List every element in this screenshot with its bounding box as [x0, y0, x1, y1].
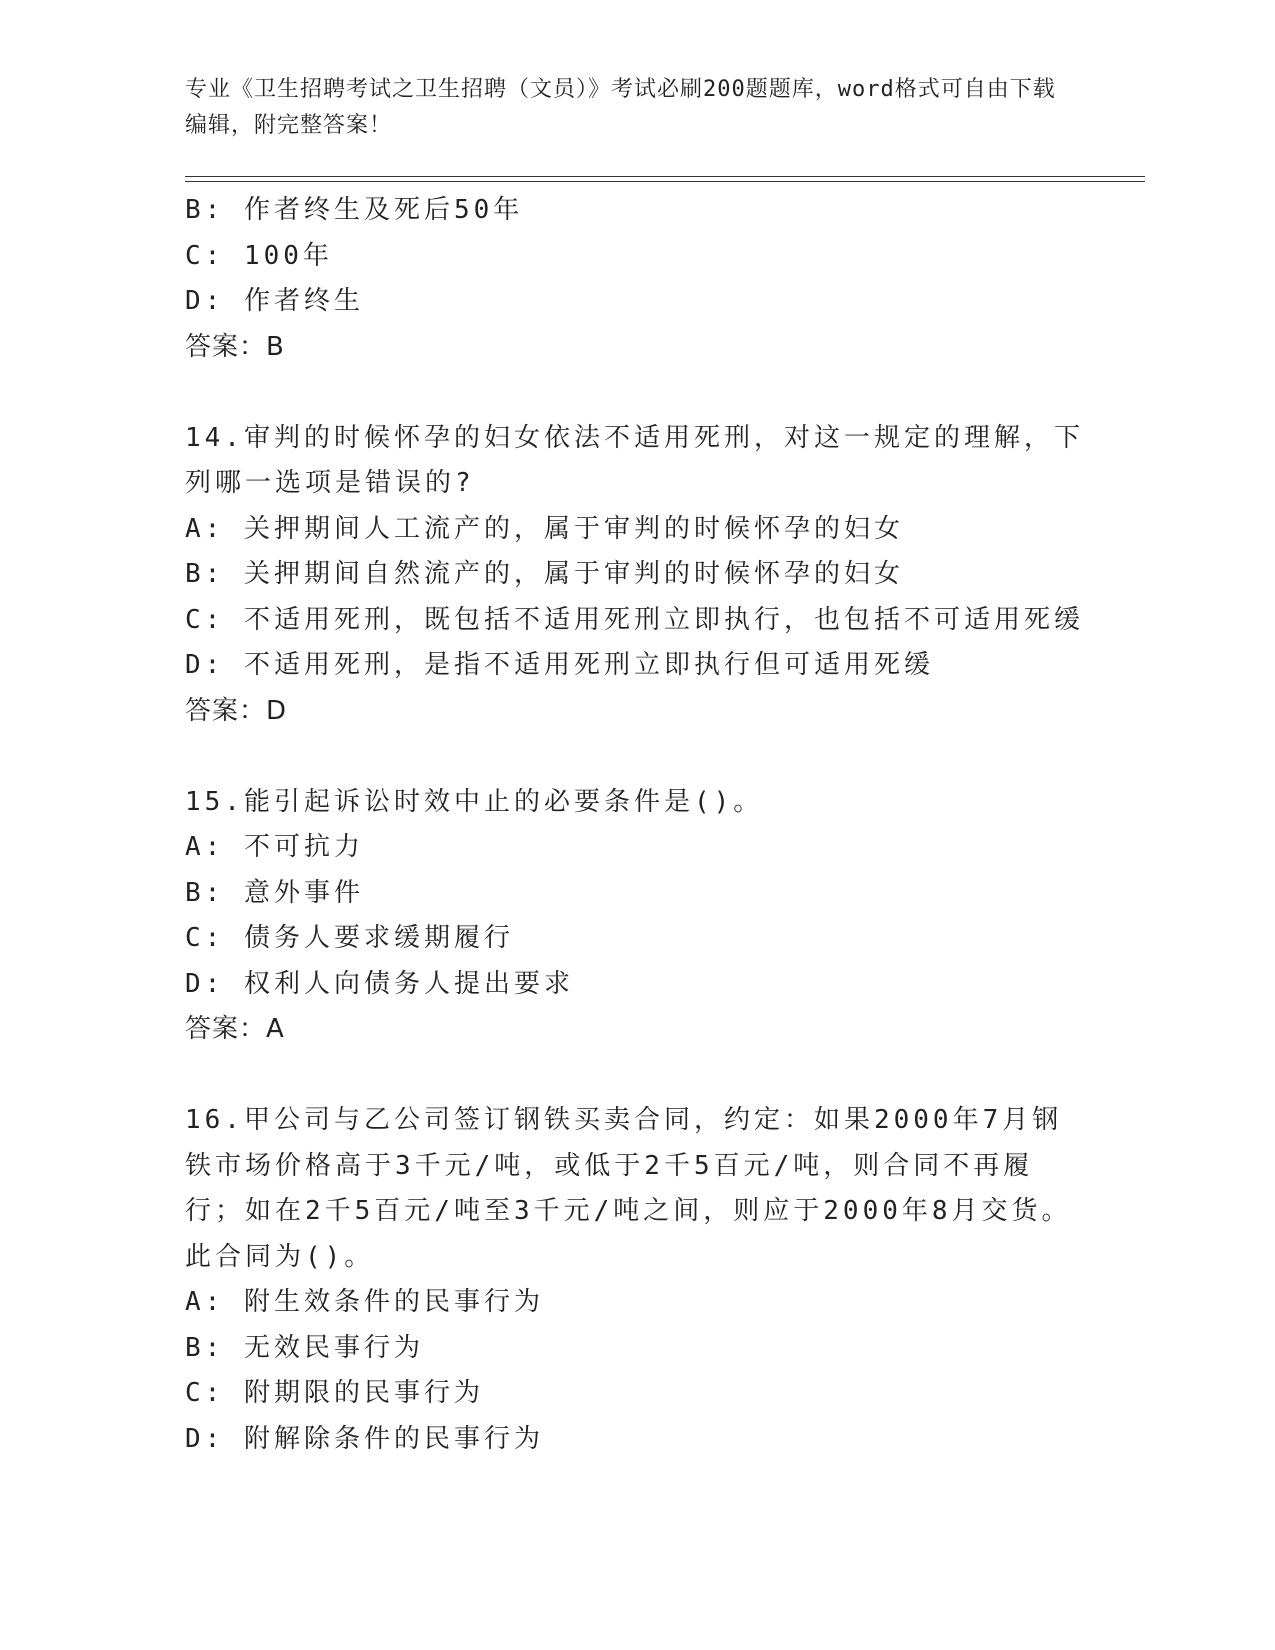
- spacer: [185, 734, 1085, 780]
- question-list: [185, 188, 1085, 1462]
- header-divider-bottom: [185, 181, 1145, 182]
- question-text: 16.甲公司与乙公司签订钢铁买卖合同，约定：如果2000年7月钢铁市场价格高于3千元/吨，或低于2千5百元/吨，则合同不再履行；如在2千5百元/吨至3千元/吨之间，则应于2000年8月交货。此合同为()。: [185, 1105, 1072, 1272]
- header-divider-top: [185, 176, 1145, 177]
- option-b: B: 关押期间自然流产的，属于审判的时候怀孕的妇女: [185, 559, 904, 589]
- question-text: 15.能引起诉讼时效中止的必要条件是()。: [185, 786, 764, 817]
- answer: 答案：D: [185, 695, 288, 726]
- option-a: A: 附生效条件的民事行为: [185, 1287, 544, 1317]
- option-d: D: 不适用死刑，是指不适用死刑立即执行但可适用死缓: [185, 650, 934, 680]
- question-14: [185, 416, 1085, 735]
- option-b: B: 作者终生及死后50年: [185, 195, 524, 225]
- answer: 答案：B: [185, 331, 285, 362]
- option-c: C: 附期限的民事行为: [185, 1378, 484, 1408]
- option-c: C: 不适用死刑，既包括不适用死刑立即执行，也包括不可适用死缓: [185, 604, 1084, 635]
- question-16: [185, 1098, 1085, 1462]
- option-d: D: 作者终生: [185, 286, 364, 316]
- option-a: A: 不可抗力: [185, 832, 364, 862]
- page-header: 专业《卫生招聘考试之卫生招聘（文员）》考试必刷200题题库，word格式可自由下载编辑，附完整答案！: [185, 77, 1056, 138]
- option-d: D: 权利人向债务人提出要求: [185, 968, 574, 999]
- option-b: B: 无效民事行为: [185, 1332, 424, 1363]
- option-c: C: 100年: [185, 240, 333, 271]
- option-d: D: 附解除条件的民事行为: [185, 1423, 544, 1454]
- option-a: A: 关押期间人工流产的，属于审判的时候怀孕的妇女: [185, 513, 904, 544]
- option-c: C: 债务人要求缓期履行: [185, 923, 514, 953]
- answer: 答案：A: [185, 1014, 285, 1044]
- option-b: B: 意外事件: [185, 877, 364, 908]
- spacer: [185, 370, 1085, 416]
- question-text: 14.审判的时候怀孕的妇女依法不适用死刑，对这一规定的理解，下列哪一选项是错误的?: [185, 422, 1084, 498]
- spacer: [185, 1053, 1085, 1099]
- question-13-continued: [185, 188, 1085, 370]
- question-15: [185, 780, 1085, 1053]
